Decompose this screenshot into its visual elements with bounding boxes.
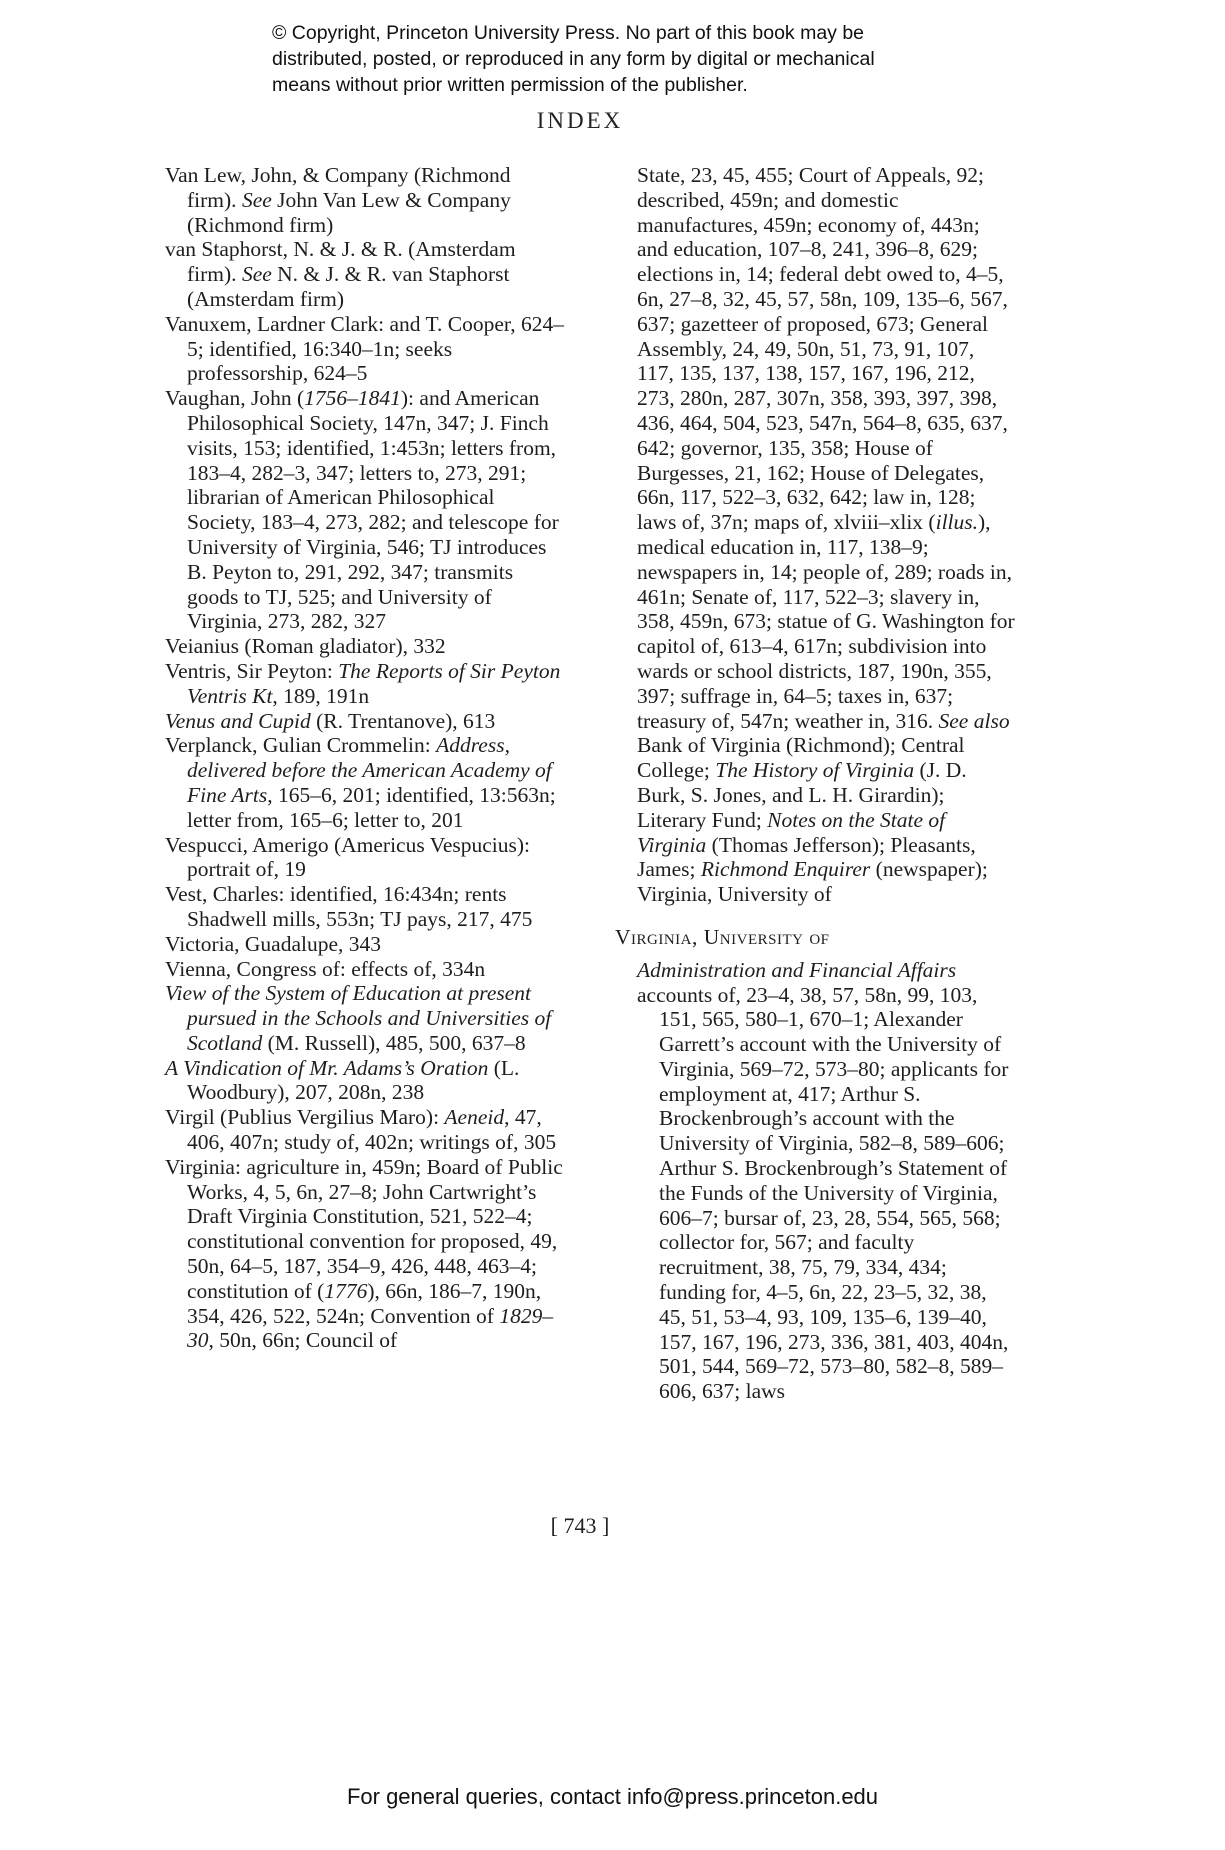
entry-text: State, 23, 45, 455; Court of Appeals, 92; described, 459n; and domestic manufactures, 459n; economy of, 443n; and education, 107–8, 241, 396–8, 629; elections in, 14; federal debt owed to, 4–5, 6n, 27–8, 32, 45, 57, 58n, 109, 135–6, 567, 637; gazetteer of proposed, 673; General Assembly, 24, 49, 50n, 51, 73, 91, 107, 117, 135, 137, 138, 157, 167, 196, 212, 273, 280n, 287, 307n, 358, 393, 397, 398, 436, 464, 504, 523, 547n, 564–8, 635, 637, 642; governor, 135, 358; House of Burgesses, 21, 162; House of Delegates, 66n, 117, 522–3, 632, 642; law in, 128; laws of, 37n; maps of, xlviii–xlix (	[637, 163, 1008, 535]
entry-text: Virginia: agriculture in, 459n; Board of Public Works, 4, 5, 6n, 27–8; John Cartwright’s Draft Virginia Constitution, 521, 522–4; constitutional convention for proposed, 49, 50n, 64–5, 187, 354–9, 426, 448, 463–4; constitution of (	[165, 1154, 563, 1303]
entry-text: John Van Lew & Company (Richmond firm)	[187, 187, 511, 237]
copyright-line-1: © Copyright, Princeton University Press. No part of this book may be	[272, 22, 865, 44]
index-heading: Virginia, University of	[615, 924, 830, 949]
entry-text: ), 66n, 186–7, 190n, 354, 426, 522, 524n; Convention of	[187, 1278, 542, 1328]
entry-italic: Notes on the State of Virginia	[637, 807, 946, 857]
page-title: INDEX	[536, 108, 624, 133]
entry-italic: See	[241, 262, 272, 287]
index-entry: Victoria, Guadalupe, 343	[165, 931, 382, 956]
entry-text: ): and American Philosophical Society, 147n, 347; J. Finch visits, 153; identified, 1:453n; letters from, 183–4, 282–3, 347; letters to, 273, 291; librarian of American Philosophical Society, 183–4, 273, 282; and telescope for University of Virginia, 546; TJ introduces B. Peyton to, 291, 292, 347; transmits goods to TJ, 525; and University of Virginia, 273, 282, 327	[187, 386, 559, 634]
index-entry: Vest, Charles: identified, 16:434n; rents Shadwell mills, 553n; TJ pays, 217, 475	[165, 882, 533, 931]
entry-text: , 47, 406, 407n; study of, 402n; writings of, 305	[187, 1105, 557, 1155]
index-sub-entry: accounts of, 23–4, 38, 57, 58n, 99, 103, 151, 565, 580–1, 670–1; Alexander Garrett’s account with the University of Virginia, 569–72, 573–80; applicants for employment at, 417; Arthur S. Brockenbrough’s account with the University of Virginia, 582–8, 589–606; Arthur S. Brockenbrough’s Statement of the Funds of the University of Virginia, 606–7; bursar of, 23, 28, 554, 565, 568; collector for, 567; and faculty recruitment, 38, 75, 79, 334, 434; funding for, 4–5, 6n, 22, 23–5, 32, 38, 45, 51, 53–4, 93, 109, 135–6, 139–40, 157, 167, 196, 273, 336, 381, 403, 404n, 501, 544, 569–72, 573–80, 582–8, 589–606, 637; laws	[637, 982, 1009, 1404]
index-entry	[165, 709, 565, 734]
entry-italic: View of the System of Education at present pursued in the Schools and Universities of Scotland	[165, 981, 552, 1055]
index-entry	[165, 659, 565, 709]
index-column-right	[615, 163, 1015, 1404]
index-entry: Vespucci, Amerigo (Americus Vespucius): portrait of, 19	[165, 832, 531, 882]
entry-text: Bank of Virginia (Richmond); Central College;	[637, 733, 965, 783]
entry-text: Virgil (Publius Vergilius Maro):	[165, 1105, 445, 1130]
entry-text: Verplanck, Gulian Crommelin:	[165, 733, 437, 758]
entry-text: N. & J. & R. van Staphorst (Amsterdam firm)	[187, 262, 510, 311]
page-number: [ 743 ]	[550, 1513, 610, 1538]
entry-text: (J. D. Burk, S. Jones, and L. H. Girardin); Literary Fund;	[637, 758, 967, 832]
entry-text: (Thomas Jefferson); Pleasants, James;	[637, 832, 976, 882]
entry-text: , 50n, 66n; Council of	[208, 1328, 398, 1353]
index-column-left	[165, 163, 565, 1353]
index-entry	[165, 733, 565, 832]
index-entry	[165, 1105, 565, 1155]
entry-italic: See	[241, 187, 272, 212]
entry-italic: The History of Virginia	[715, 758, 915, 783]
entry-italic: Address, delivered before the American Academy of Fine Arts	[187, 733, 552, 807]
entry-text: (newspaper); Virginia, University of	[637, 857, 988, 907]
footer-contact: For general queries, contact info@press.princeton.edu	[346, 1784, 879, 1809]
entry-text: (R. Trentanove), 613	[310, 708, 496, 733]
index-entry	[165, 163, 565, 237]
index-entry	[165, 237, 565, 311]
entry-italic: See also	[938, 708, 1010, 733]
index-entry: Veianius (Roman gladiator), 332	[165, 634, 446, 659]
index-entry	[165, 386, 565, 634]
entry-text: , 189, 191n	[272, 683, 370, 708]
entry-italic: 1776	[324, 1278, 368, 1303]
entry-italic: 1829–30	[187, 1303, 554, 1353]
index-entry	[165, 981, 565, 1055]
index-entry	[165, 1056, 565, 1106]
entry-text: ), medical education in, 117, 138–9; newspapers in, 14; people of, 289; roads in, 461n; Senate of, 117, 522–3; slavery in, 358, 459n, 673; statue of G. Washington for capitol of, 613–4, 617n; subdivision into wards or school districts, 187, 190n, 355, 397; suffrage in, 64–5; taxes in, 637; treasury of, 547n; weather in, 316.	[637, 510, 1015, 733]
entry-italic: Aeneid	[444, 1105, 505, 1130]
entry-text: Van Lew, John, & Company (Richmond firm).	[165, 163, 511, 212]
entry-text: Ventris, Sir Peyton:	[165, 658, 339, 683]
entry-italic: A Vindication of Mr. Adams’s Oration	[165, 1055, 489, 1080]
index-entry	[165, 1155, 565, 1353]
index-entry: Vanuxem, Lardner Clark: and T. Cooper, 624–5; identified, 16:340–1n; seeks professorship, 624–5	[165, 311, 564, 386]
entry-text: (M. Russell), 485, 500, 637–8	[262, 1030, 526, 1055]
entry-text: Vaughan, John (	[165, 386, 305, 411]
index-entry-continued	[615, 163, 1015, 907]
entry-italic: Venus and Cupid	[165, 708, 311, 733]
copyright-notice	[272, 20, 972, 98]
index-entry: Vienna, Congress of: effects of, 334n	[165, 956, 486, 981]
entry-text: , 165–6, 201; identified, 13:563n; letter from, 165–6; letter to, 201	[187, 782, 556, 832]
copyright-line-3: means without prior written permission of the publisher.	[272, 74, 748, 96]
copyright-line-2: distributed, posted, or reproduced in any form by digital or mechanical	[272, 48, 875, 70]
entry-italic: illus.	[935, 510, 979, 535]
entry-text: (L. Woodbury), 207, 208n, 238	[187, 1055, 520, 1105]
entry-italic: The Reports of Sir Peyton Ventris Kt	[187, 658, 561, 708]
entry-italic: Richmond Enquirer	[700, 857, 871, 882]
entry-text: van Staphorst, N. & J. & R. (Amsterdam firm).	[165, 237, 516, 287]
index-subheading: Administration and Financial Affairs	[637, 957, 957, 982]
entry-italic: 1756–1841	[304, 386, 401, 411]
